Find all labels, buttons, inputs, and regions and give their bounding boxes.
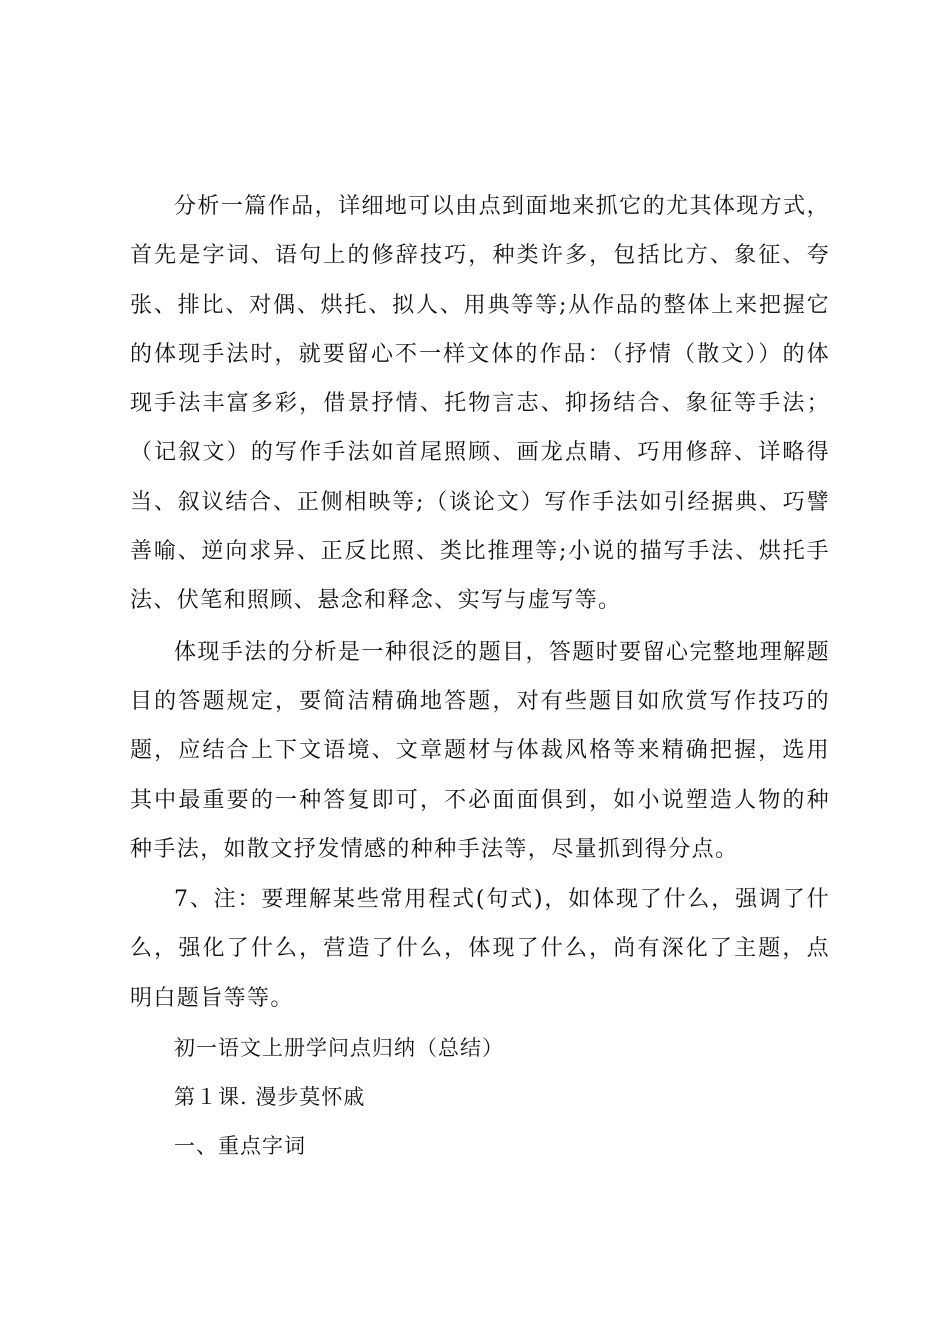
document-body: [130, 182, 830, 1171]
paragraph-answer-strategy: 体现手法的分析是一种很泛的题目，答题时要留心完整地理解题目的答题规定，要简洁精确地答题，对有些题目如欣赏写作技巧的题，应结合上下文语境、文章题材与体裁风格等来精确把握，选用其中最重要的一种答复即可，不必面面俱到，如小说塑造人物的种种手法，如散文抒发情感的种种手法等，尽量抓到得分点。: [130, 639, 830, 862]
lesson-heading: 第１课. 漫步莫怀戚: [174, 1085, 366, 1110]
paragraph-expression-techniques: 分析一篇作品，详细地可以由点到面地来抓它的尤其体现方式，首先是字词、语句上的修辞技巧，种类许多，包括比方、象征、夸张、排比、对偶、烘托、拟人、用典等等;从作品的整体上来把握它的体现手法时，就要留心不一样文体的作品：（抒情（散文））的体现手法丰富多彩，借景抒情、托物言志、抑扬结合、象征等手法；（记叙文）的写作手法如首尾照顾、画龙点睛、巧用修辞、详略得当、叙议结合、正侧相映等;（谈论文）写作手法如引经据典、巧譬善喻、逆向求异、正反比照、类比推理等;小说的描写手法、烘托手法、伏笔和照顾、悬念和释念、实写与虚写等。: [130, 194, 830, 614]
section-heading-summary: 初一语文上册学问点归纳（总结）: [174, 1036, 504, 1061]
paragraph-note-7: 7、注：要理解某些常用程式(句式)，如体现了什么，强调了什么，强化了什么，营造了什么，体现了什么，尚有深化了主题，点明白题旨等等。: [130, 887, 830, 1011]
subsection-heading-key-words: 一、重点字词: [174, 1134, 306, 1159]
